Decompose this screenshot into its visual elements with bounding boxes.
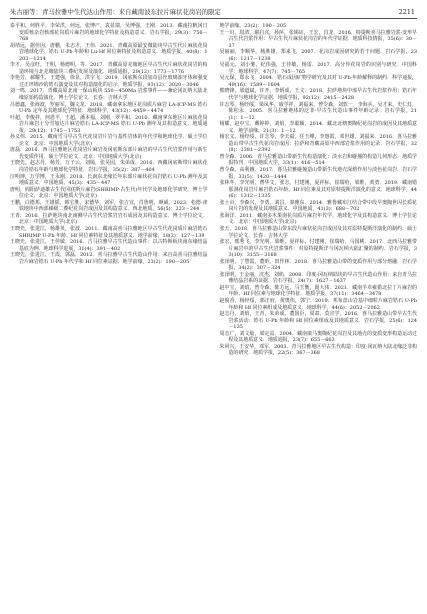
reference-entry: 张天．2018．喜马拉雅造山带东段片麻状花岗岩成因及其对原特提斯洋演化的制约．硕士学位论文．长春：吉林大学 <box>219 225 417 239</box>
reference-entry: 唐明，阎阳萨迪雄古生代冈底斯片麻岩(SHRIMP-古生代)年代学及地球化学研究．博士学位论文．北京：中国地质大学(北京) <box>10 186 208 200</box>
reference-entry: 李艳芳，郝耀生，王建强，徐显，洪宇飞．2019．冈底斯东段加奇县丝玻璃油牙体和强变过正坪锦沙的锆石演变及其对构造演化的启示．地质学报，93(12)：3020－3046 <box>10 75 208 88</box>
reference-entry: 泰平和，何胜平，李荣洪，何远，张博产，袁显瑞，吴博强，王刚．2013．藏南拉帆冈日变质核杂岩核部花岗质片麻岩的地球化学特征及构造意义．岩石学报，29(3)：756－768 <box>10 23 208 43</box>
reference-entry: 吴元保，郑永飞．2004．锆石成因矿物学研究及其对 U-Pb 年龄解释的制约．科学通报，49(16)：1589－1604 <box>219 75 417 88</box>
reference-columns <box>10 23 417 357</box>
reference-entry: 杨耀，赵中宝，戴婷婷，刘焰，李聪颖．2014．藏北北塘奥陶纪花岗岩的成因及其地质意义．地学前缘，21(3)：1－12 <box>219 121 417 134</box>
reference-entry: 王晓光，张进江，杨雄英，张波．2011．藏南高喜马拉雅地区早古生代花岗质片麻岩锆石 SHRIMP U-Pb 年龄、Hf 同位素特征及其地质意义．地学前缘，18(2)：127－139 <box>10 225 208 239</box>
reference-entry: 张海洋．2011．藏南多木果南花岗质片麻岩年代学、地球化学及其构造意义．博士学位论文．北京：中国地质大学(北京) <box>219 212 417 226</box>
reference-entry: 汪明坤，万学博，王永刚．2018．长南东北缘长年东部片麻状花岗岩锆石 U-Pb 测年及其地质意义．中国地质，45(3)：435－447 <box>10 173 208 187</box>
reference-entry: 熊晓锋，梁道斌，许开，李炳成，王文．2018．拉萨地块中部早古生代岩浆作用：锆石年代学与地球化学证据．地质学报，92(12)：2415－2428 <box>219 88 417 102</box>
reference-entry: 叶超，李俊祥，何恩平，王超，潘本福，刘刚，翠平和．2010．藏南拿东地区片麻状花岗岩片麻岩十分雪加达片麻岩锆石 LA-ICP-MS 锆石 U-Pb 测年及其构造意义．地质通报，29(12)：1745－1753 <box>10 114 208 134</box>
reference-entry: 王青．2016．拉萨地块南北南侧早古生代岩浆岩岩石成因及其构造意义．博士学位论文．北京：中国地质大学(北京) <box>10 212 208 226</box>
running-header <box>10 6 417 19</box>
reference-entry: 曾令森．2006．青马拉雅造山带新生代构造演化：淡水岩和碰撞的构造几何形态．地质学报特刊．中国地质大学，33(1)：416－514 <box>219 153 417 167</box>
reference-entry: 地学前缘，23(2)：190－205 <box>219 23 287 29</box>
reference-column-left <box>10 23 208 357</box>
reference-entry: 张泽明，王金丽，沈杰，刘焰．2008．印度-冈瓦纳陆块的早古生代造山作用：来自青马拉雅结晶岩系的证据．岩石学报，24(7)：1627－1637 <box>219 271 417 285</box>
reference-column-right <box>220 23 418 357</box>
reference-entry: 王晓先，张进江，王霞，郭磊．2012．喜马拉雅早古生代造山作用：来自高喜马拉雅结晶岩片麻岩锆石 U-Pb 年代学和 Hf 同位素证据．地学前缘，23(2)：190－205 <box>10 252 208 265</box>
reference-entry: 赵中宝，刘焰，曾令森，陈方远，马玉衡，阎大伟．2021．藏南羊卓雍错北拉丁片麻岩的年龄、Hf 同位素与地球化学特征．地质学报，37(11)：3464－3478 <box>219 284 417 298</box>
reference-entry: 孙义伟．2015．藏南雪马早古生代花岗岩片岩与基性岩体的年代学和地球化学．硕士学位论文．北京：中国地质大学(北京) <box>10 134 208 147</box>
reference-entry: 张泽明，丁慧霞，董昕，田作林．2018．喜马拉雅造山带的变质作用与部分熔融．岩石学报，34(2)：307－324 <box>219 258 417 272</box>
reference-entry: 杨宏义，杨经绥，许志琴，李天福，任玉峰，李惠霞，邓世雄，刘福来．2016．喜马拉雅造山带早古生代花岗岩成因：拉萨和青藏高原中西部岩浆作用的记录．岩石学报，32(8)：2381－2392 <box>219 134 417 154</box>
reference-entry: 曾令森，高利娥．2017．喜马拉雅碰撞造山带新生代地壳深熔作用与淡色花岗岩．岩石学报，33(5)：1420－1444 <box>219 167 417 180</box>
reference-entry: 张士贞，李森兴，李勇，刘昌，秦雅东．2014．雅鲁藏布江结合带中段早奥陶世闪长质花岗片岩的发现及其地质意义．中国地质，41(3)：688－702 <box>219 199 417 213</box>
reference-entry: 赵志丹，刘焰，王青，朱弟成，董国臣，周肃，莫宣学，2016．喜马拉雅造山带早古生代岩浆活动：锆石 U-Pb 年龄和 Hf 同位素组成及其地质意义．岩石学报，25(6)：124－135 <box>219 311 417 331</box>
reference-entry: 李才，吴彦旺，王明，杨德明，等．2017．青藏高原羌塘地区早古生代片麻状花岗岩的构造环境与北羌塘陆块三叠纪发展及演化．地质通报，29(12)：1773－1776 <box>10 62 208 75</box>
reference-entry: 王晓先，赵志丹，杨芳，万子云，刘嫣，张昊园，朱弟成．2016．西藏冈底斯带片麻状花岗岩锆石年龄与地球化学特征．岩石学报，35(2)：387－404 <box>10 160 208 174</box>
reference-entry: 吕德鑫，张海波，罗丽军，魏文龙．2018．藏南拿东地区花岗质片麻岩 LA-ICP-MS 锆石 U-Pb 定年及其地球化学特征．地球科学，43(12)：4459－4474 <box>10 101 208 115</box>
reference-entry: 胡靖远，据佳因，唐鹏，朱志才，王伟．2021．青藏高原最安微陆块早古生代片麻状花岗岩地球化学、锆石 U-Pb 年龄和 Lu-Hf 同位素特征及构造意义．地质学报，40(8)：1203－1214 <box>10 42 208 62</box>
reference-entry: 王晓光，张进江，王佳敏．2016．吉马拉雅早古生代造山事件：以古特斯板块南东缘结晶基底为例．地球科学进展，31(4)：391－402 <box>10 239 208 252</box>
reference-entry: 许志琴，杨经绥，梁凤华，戚学祥，刘福来，曾令森，刘敦一，李海兵，吴才来，史仁灯，陈松永．2005．喜马拉雅地体的泛非-早古生代造山事件年龄记录．岩石学报，21(1)：1－12 <box>219 101 417 121</box>
reference-entry: 张宏，邢秀飞，李光明，梁维，夏祥标，付建刚，崔瑞哈，马国桃．2017．北西马拉雅带片麻岩中的早古生代岩浆事件：对原特提斯洋与冈瓦纳大陆汇聚的制约．岩石学报，33(10)：3155－3168 <box>219 239 417 259</box>
reference-entry: 吴丽丽，李顺华，杨胜雄，郑来飞．2007．花岗岩成因研究的若干问题．岩石学报，23(6)：1217－1238 <box>219 49 417 62</box>
running-head-title: 朱古丽等：青马拉雅中生代达山作用：来自藏南波东拉片麻状花岗岩的限定 <box>10 8 221 16</box>
reference-entry: 吴福元，刘小驰，纪伟强，王佳敏，杨雷．2017．高分异花岗岩的识别与研究．中国科学：地球科学，47(7)：745－765 <box>219 62 417 75</box>
reference-entry: 朱同兴，王安华，邓军．2003．青马拉雅地区早古生代构造：印度-冈瓦纳大陆北缘泛非构造的研究．地质学报，22(5)：367－368 <box>219 343 417 357</box>
reference-entry: 王一川，周清，谢启兴，孙萍，张锡证，王宏，肖龙．2016．特提斯喜马拉雅岩浆-变形早古生代岩浆作用：早古生代片麻状花岗岩的年代学证据．地质科技情报，35(6)：30－37 <box>219 29 417 49</box>
page-number: 2211 <box>398 8 415 16</box>
reference-entry: 赵俊香，杨经绥，郭正府，黄奥伟，郭宁．2019．邦布盘山岩基中细粒片麻岩锆石 U-Pb 年龄和 Hf 同位素组成及地质意义．地球科学，44(6)：2052－2062 <box>219 297 417 311</box>
reference-entry: 周志广，刘文灿，梁定益．2004．藏南康马奥陶纪花岗岩及其地壳的变质变形构造运动过程及其地质意义．地质通报，23(7)：655－663 <box>219 330 417 344</box>
reference-entry: 刘一鸣．2017．青藏高原北南一保山板块 550－450Ma 岩浆事件——兼论冈瓦纳大陆北缘原始构造演化．博士学位论文．长春：吉林大学 <box>10 88 208 102</box>
reference-entry: 张林冬，李光明，曹华文，张志，付建刚，夏祥标，崔瑞哈，梁维，黄勇．2019．藏南错那洞花岗岩片麻岩锆石年龄、Hf 同位素及其对原特提斯洋演化的意义．地球科学，44(6)：1312－1335 <box>219 180 417 200</box>
reference-entry: 王鹏，白德邦，王雄韬，韩宝胜，宋德华，刘军，张吉宜，肖鲁明，颜威．2023．松德-津铁地块中西部梯级二叠纪花岗岩成因及其构造意义．西北地质，56(5)：223－244 <box>10 199 208 213</box>
reference-entry: 唐磊．2016．西马拉雅地区花岗岩片麻岩及冈底斯东部片麻岩的早古生代岩浆作用与新生代变质作用．硕士学位论文．北京：中国地质大学(北京) <box>10 147 208 160</box>
